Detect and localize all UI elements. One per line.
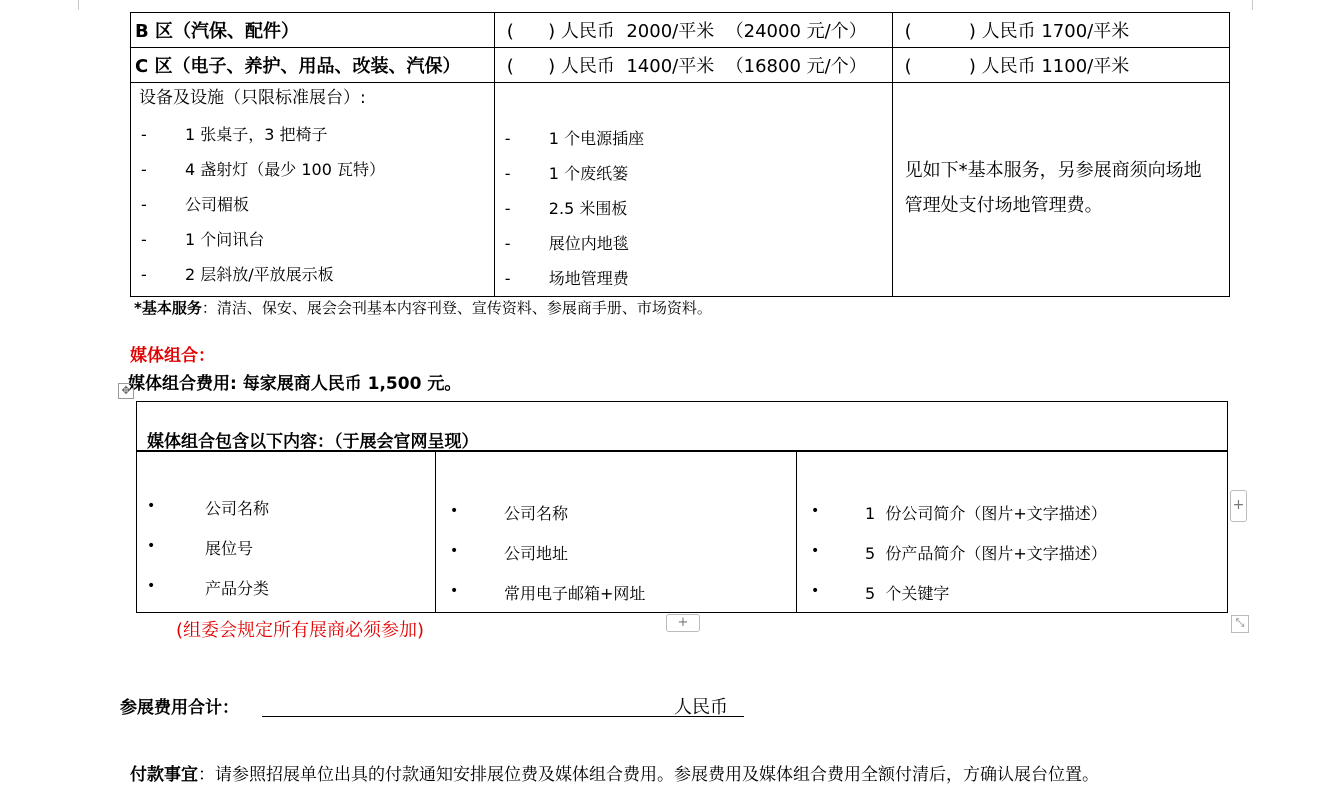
media-item: 5 个关键字 bbox=[865, 584, 950, 603]
total-fee-label: 参展费用合计： bbox=[120, 698, 239, 718]
zone-name: C 区（电子、养护、用品、改装、汽保） bbox=[131, 48, 495, 83]
equipment-item: - 公司楣板 bbox=[141, 195, 250, 214]
standard-booth-price: ( ) 人民币 1700/平米 bbox=[892, 13, 1229, 48]
equipment-item: - 4 盏射灯（最少 100 瓦特） bbox=[141, 160, 385, 179]
equipment-note-cell bbox=[892, 83, 1229, 297]
raw-space-price: ( ) 人民币 1400/平米 （16800 元/个） bbox=[494, 48, 892, 83]
payment-terms bbox=[130, 760, 1099, 785]
zone-row-b bbox=[131, 13, 1230, 48]
media-package-title: 媒体组合： bbox=[130, 346, 215, 366]
standard-booth-price: ( ) 人民币 1100/平米 bbox=[892, 48, 1229, 83]
media-column-1 bbox=[137, 452, 436, 612]
equipment-list-1 bbox=[131, 83, 495, 297]
add-row-button[interactable]: + bbox=[666, 614, 700, 632]
basic-services-text: ：清洁、保安、展会会刊基本内容刊登、宣传资料、参展商手册、市场资料。 bbox=[201, 299, 712, 317]
page-corner-mark-left bbox=[78, 0, 79, 10]
mandatory-note: (组委会规定所有展商必须参加) bbox=[176, 620, 425, 641]
equipment-note: 见如下*基本服务，另参展商须向场地管理处支付场地管理费。 bbox=[904, 160, 1202, 216]
equipment-item: - 2 层斜放/平放展示板 bbox=[141, 265, 334, 284]
booth-price-table bbox=[130, 12, 1230, 297]
media-item: 产品分类 bbox=[205, 579, 270, 598]
zone-name: B 区（汽保、配件） bbox=[131, 13, 495, 48]
media-box-title: 媒体组合包含以下内容：（于展会官网呈现） bbox=[147, 432, 479, 452]
bullet-icon: • bbox=[147, 578, 156, 594]
page-corner-mark-right bbox=[1252, 0, 1253, 10]
equipment-item: - 1 个问讯台 bbox=[141, 230, 265, 249]
equipment-item: - 2.5 米围板 bbox=[504, 199, 628, 218]
payment-label: 付款事宜 bbox=[130, 765, 198, 785]
bullet-icon: • bbox=[450, 583, 459, 599]
basic-services bbox=[134, 297, 712, 318]
bullet-icon: • bbox=[147, 498, 156, 514]
media-item: 公司名称 bbox=[504, 504, 569, 523]
bullet-icon: • bbox=[450, 503, 459, 519]
bullet-icon: • bbox=[147, 538, 156, 554]
media-box-header bbox=[137, 402, 1227, 452]
equipment-item: - 1 个电源插座 bbox=[504, 129, 645, 148]
media-package-box bbox=[136, 401, 1228, 613]
bullet-icon: • bbox=[811, 503, 820, 519]
media-package-fee: 媒体组合费用: 每家展商人民币 1,500 元。 bbox=[128, 374, 462, 394]
bullet-icon: • bbox=[450, 543, 459, 559]
basic-services-label: *基本服务 bbox=[134, 299, 202, 317]
payment-text: ：请参照招展单位出具的付款通知安排展位费及媒体组合费用。参展费用及媒体组合费用全额付清后，方确认展台位置。 bbox=[198, 765, 1099, 785]
total-fee-blank[interactable] bbox=[262, 716, 744, 717]
equipment-item: - 场地管理费 bbox=[504, 269, 629, 288]
bullet-icon: • bbox=[811, 583, 820, 599]
media-column-3 bbox=[797, 452, 1227, 612]
table-move-handle-icon[interactable]: ✥ bbox=[118, 383, 134, 399]
equipment-item: - 展位内地毯 bbox=[504, 234, 629, 253]
media-item: 1 份公司简介（图片+文字描述） bbox=[865, 504, 1107, 523]
media-item: 5 份产品简介（图片+文字描述） bbox=[865, 544, 1107, 563]
equipment-row bbox=[131, 83, 1230, 297]
bullet-icon: • bbox=[811, 543, 820, 559]
table-resize-handle-icon[interactable]: ⤡ bbox=[1231, 615, 1249, 633]
media-column-2 bbox=[436, 452, 797, 612]
equipment-title: 设备及设施（只限标准展台）: bbox=[139, 88, 366, 108]
zone-row-c bbox=[131, 48, 1230, 83]
equipment-item: - 1 个废纸篓 bbox=[504, 164, 629, 183]
media-item: 常用电子邮箱+网址 bbox=[504, 584, 646, 603]
add-column-button[interactable]: + bbox=[1230, 490, 1247, 522]
media-item: 展位号 bbox=[205, 539, 254, 558]
raw-space-price: ( ) 人民币 2000/平米 （24000 元/个） bbox=[494, 13, 892, 48]
total-fee-currency: 人民币 bbox=[674, 697, 728, 718]
media-item: 公司名称 bbox=[205, 499, 270, 518]
equipment-item: - 1 张桌子，3 把椅子 bbox=[141, 125, 328, 144]
equipment-list-2 bbox=[494, 83, 892, 297]
media-item: 公司地址 bbox=[504, 544, 569, 563]
